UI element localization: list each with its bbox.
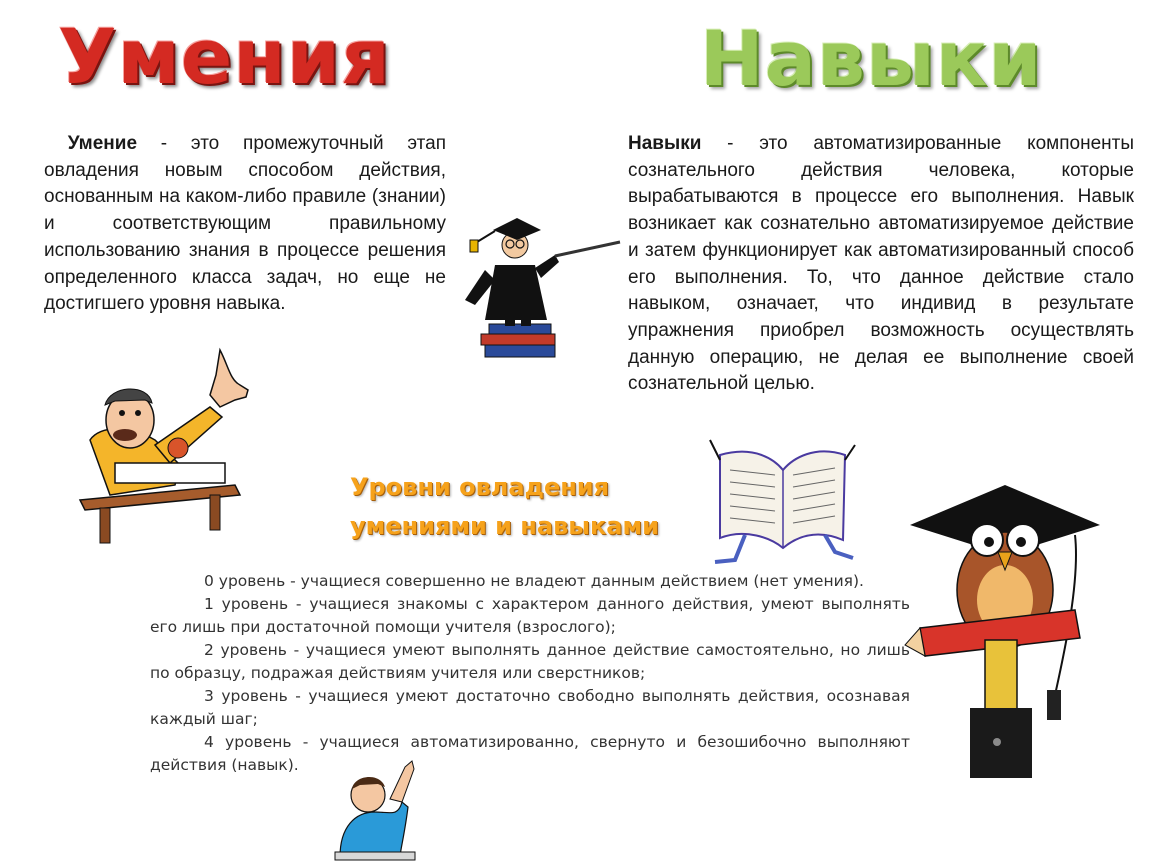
flying-book-icon — [705, 430, 860, 570]
level-item: 4 уровень - учащиеся автоматизированно, свернуто и безошибочно выполняют действия (навык). — [150, 733, 910, 774]
level-item: 3 уровень - учащиеся умеют достаточно свободно выполнять действия, осознавая каждый шаг; — [150, 687, 910, 728]
definition-umenie-term: Умение — [67, 133, 138, 154]
definition-navyki-term: Навыки — [628, 133, 702, 154]
level-item: 2 уровень - учащиеся умеют выполнять данное действие самостоятельно, но лишь по образцу, подражая действиям учителя или сверстников; — [150, 641, 910, 682]
teacher-at-desk-icon — [70, 345, 255, 545]
levels-list — [150, 570, 910, 777]
title-navyki: Навыки — [700, 14, 1043, 103]
levels-heading-line2: умениями и навыками — [350, 512, 659, 540]
student-raising-hand-icon — [330, 757, 430, 862]
level-item: 1 уровень - учащиеся знакомы с характером данного действия, умеют выполнять его лишь при достаточной помощи учителя (взрослого); — [150, 595, 910, 636]
graduate-with-pointer-icon — [455, 210, 630, 380]
level-item: 0 уровень - учащиеся совершенно не владеют данным действием (нет умения). — [204, 572, 864, 590]
title-umeniya: Умения — [58, 12, 391, 101]
definition-umenie-text: - это промежуточный этап овладения новым способом действия, основанным на каком-либо правиле (знании) и соответствующим правильному использованию знания в процессе решения определенного класса задач, но еще не достигшего уровня навыка. — [44, 133, 446, 315]
owl-on-pencil-icon — [905, 450, 1105, 790]
levels-heading-line1: Уровни овладения — [350, 473, 610, 501]
definition-navyki-text: - это автоматизированные компоненты сознательного действия человека, которые вырабатываются в процессе его выполнения. Навык возникает как сознательно автоматизируемое действие и затем функционирует как автоматизированный способ его выполнения. То, что данное действие стало навыком, означает, что индивид в результате упражнения приобрел возможность осуществлять данную операцию, не делая ее выполнение своей сознательной целью. — [628, 133, 1134, 395]
definition-navyki — [628, 131, 1134, 398]
definition-umenie — [44, 131, 446, 318]
